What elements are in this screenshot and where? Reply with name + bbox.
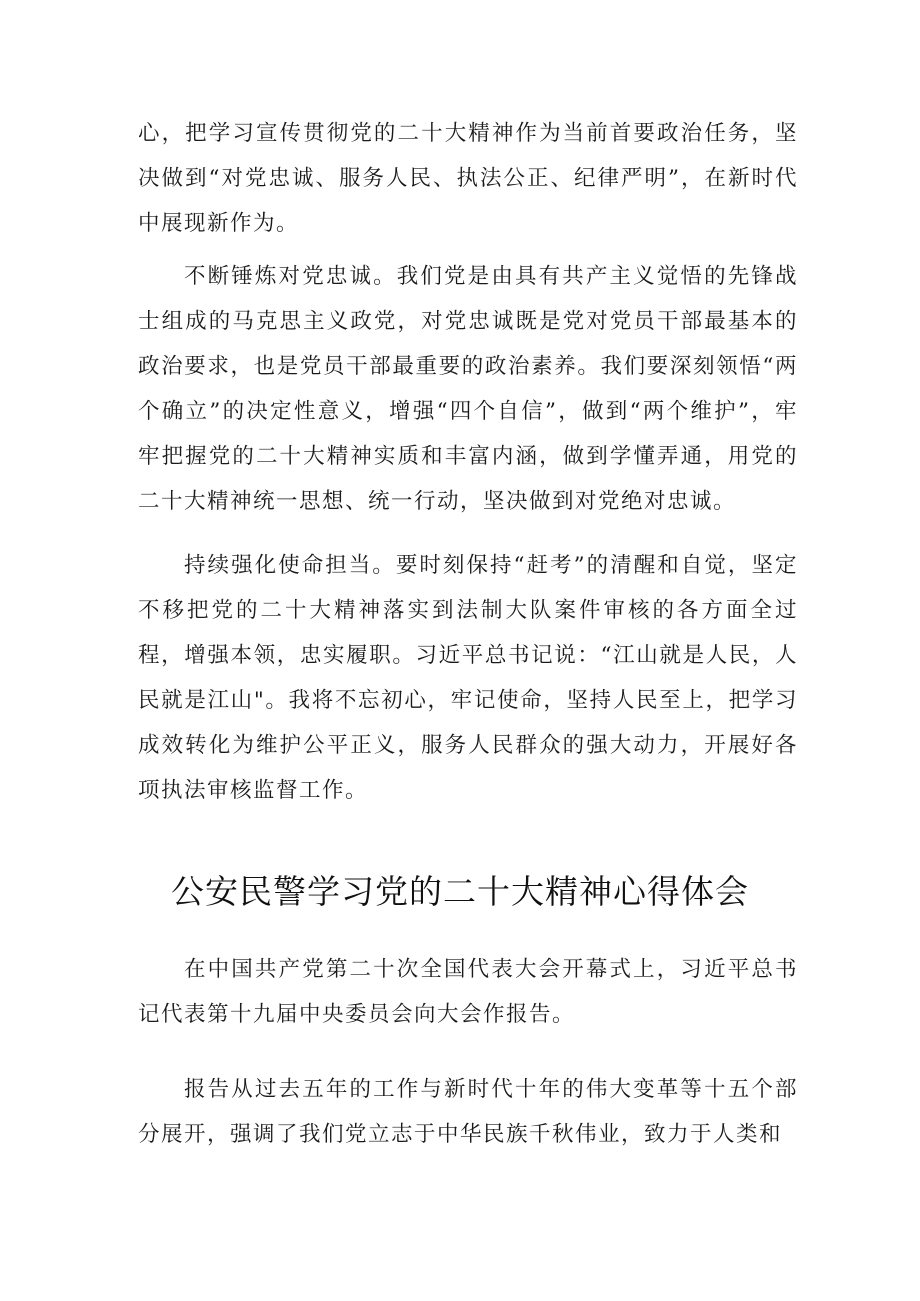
- paragraph-continuation: 心，把学习宣传贯彻党的二十大精神作为当前首要政治任务，坚决做到“对党忠诚、服务人民、执法公正、纪律严明”，在新时代中展现新作为。: [138, 121, 798, 236]
- paragraph-mission: 持续强化使命担当。要时刻保持“赶考”的清醒和自觉，坚定不移把党的二十大精神落实到法制大队案件审核的各方面全过程，增强本领，忠实履职。习近平总书记说：“江山就是人民，人民就是江山"。我将不忘初心，牢记使命，坚持人民至上，把学习成效转化为维护公平正义，服务人民群众的强大动力，开展好各项执法审核监督工作。: [138, 553, 798, 803]
- paragraph-congress-opening: 在中国共产党第二十次全国代表大会开幕式上，习近平总书记代表第十九届中央委员会向大会作报告。: [138, 957, 798, 1027]
- paragraph-loyalty: 不断锤炼对党忠诚。我们党是由具有共产主义觉悟的先锋战士组成的马克思主义政党，对党忠诚既是党对党员干部最基本的政治要求，也是党员干部最重要的政治素养。我们要深刻领悟“两个确立”的决定性意义，增强“四个自信”，做到“两个维护”，牢牢把握党的二十大精神实质和丰富内涵，做到学懂弄通，用党的二十大精神统一思想、统一行动，坚决做到对党绝对忠诚。: [138, 264, 798, 514]
- paragraph-report-summary: 报告从过去五年的工作与新时代十年的伟大变革等十五个部分展开，强调了我们党立志于中华民族千秋伟业，致力于人类和: [138, 1077, 798, 1147]
- article-heading: 公安民警学习党的二十大精神心得体会: [171, 872, 749, 911]
